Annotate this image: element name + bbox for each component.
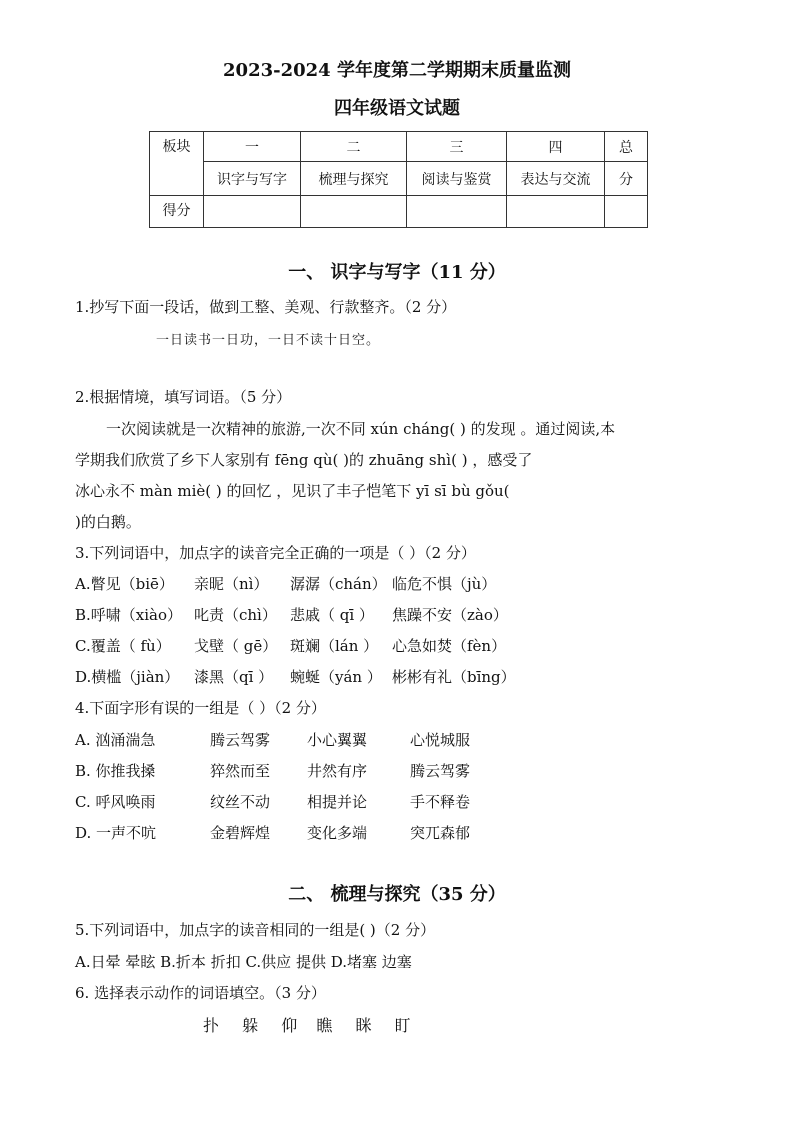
- q6-word-2: 躲: [242, 1016, 259, 1035]
- total-bottom: 分: [605, 162, 648, 196]
- score-cell-total[interactable]: [605, 196, 648, 228]
- q4-option-d-1: D. 一声不吭: [75, 824, 157, 842]
- q3-option-d-3: 蜿蜒（yán ）: [290, 668, 382, 686]
- q6-word-6: 盯: [394, 1016, 411, 1035]
- q3-option-b-2: 叱责（chì）: [194, 606, 277, 624]
- col-name-1: 识字与写字: [204, 162, 301, 196]
- col-name-3: 阅读与鉴赏: [407, 162, 507, 196]
- q2-line4: )的白鹅。: [75, 513, 141, 531]
- col-name-4: 表达与交流: [507, 162, 605, 196]
- q6-word-bank: [203, 1013, 429, 1036]
- q4-option-a-1: A. 汹涌湍急: [75, 731, 156, 749]
- q1-text: 1.抄写下面一段话，做到工整、美观、行款整齐。（2 分）: [75, 298, 457, 316]
- q4-option-d-3: 变化多端: [307, 824, 368, 842]
- q4-option-c-1: C. 呼风唤雨: [75, 793, 156, 811]
- q6-word-5: 眯: [355, 1016, 372, 1035]
- exam-subtitle: 四年级语文试题: [334, 98, 460, 119]
- score-cell-3[interactable]: [407, 196, 507, 228]
- score-table: [149, 131, 648, 228]
- col-num-3: 三: [407, 132, 507, 162]
- row-label-score: 得分: [150, 196, 204, 228]
- row-label-section: 板块: [150, 132, 204, 196]
- q3-option-a-1: A.瞥见（biē）: [75, 575, 174, 593]
- col-num-4: 四: [507, 132, 605, 162]
- q4-option-d-2: 金碧辉煌: [210, 824, 271, 842]
- q6-word-4: 瞧: [316, 1016, 333, 1035]
- q3-option-c-3: 斑斓（lán ）: [290, 637, 379, 655]
- q6-text: 6. 选择表示动作的词语填空。（3 分）: [75, 984, 326, 1002]
- col-num-1: 一: [204, 132, 301, 162]
- score-cell-4[interactable]: [507, 196, 605, 228]
- exam-title: 2023-2024 学年度第二学期期末质量监测: [223, 60, 571, 81]
- q6-word-3: 仰: [281, 1016, 298, 1035]
- q2-line2: 学期我们欣赏了乡下人家别有 fēng qù( )的 zhuāng shì( ) ，感受了: [75, 451, 533, 469]
- q4-option-d-4: 突兀森郁: [410, 824, 471, 842]
- q4-option-a-4: 心悦城服: [410, 731, 471, 749]
- total-top: 总: [605, 132, 648, 162]
- q4-option-c-3: 相提并论: [307, 793, 368, 811]
- q4-option-b-4: 腾云驾雾: [410, 762, 471, 780]
- q3-option-c-2: 戈壁（ gē）: [194, 637, 278, 655]
- q4-option-a-2: 腾云驾雾: [210, 731, 271, 749]
- q4-option-b-3: 井然有序: [307, 762, 368, 780]
- q3-option-d-4: 彬彬有礼（bīng）: [392, 668, 516, 686]
- q3-option-b-1: B.呼啸（xiào）: [75, 606, 183, 624]
- q3-option-d-1: D.横槛（jiàn）: [75, 668, 180, 686]
- q4-option-b-2: 猝然而至: [210, 762, 271, 780]
- q3-option-c-4: 心急如焚（fèn）: [392, 637, 507, 655]
- q1-content: 一日读书一日功，一日不读十日空。: [156, 333, 381, 348]
- q3-option-a-3: 潺潺（chán）: [290, 575, 387, 593]
- q6-word-1: 扑: [203, 1016, 220, 1035]
- q3-option-a-4: 临危不惧（jù）: [392, 575, 497, 593]
- q4-option-b-1: B. 你推我搡: [75, 762, 156, 780]
- q4-text: 4.下面字形有误的一组是（ ）（2 分）: [75, 699, 326, 717]
- q3-option-b-3: 悲戚（ qī ）: [290, 606, 374, 624]
- q3-option-a-2: 亲昵（nì）: [194, 575, 269, 593]
- q3-option-c-1: C.覆盖（ fù）: [75, 637, 171, 655]
- q2-text: 2.根据情境，填写词语。（5 分）: [75, 388, 292, 406]
- q3-text: 3.下列词语中，加点字的读音完全正确的一项是（ ）（2 分）: [75, 544, 476, 562]
- q4-option-c-4: 手不释卷: [410, 793, 471, 811]
- q4-option-a-3: 小心翼翼: [307, 731, 368, 749]
- q2-line3: 冰心永不 màn miè( ) 的回忆 ，见识了丰子恺笔下 yī sī bù gǒu(: [75, 482, 510, 500]
- col-num-2: 二: [301, 132, 407, 162]
- q3-option-b-4: 焦躁不安（zào）: [392, 606, 508, 624]
- score-cell-1[interactable]: [204, 196, 301, 228]
- section2-title: 二、 梳理与探究（35 分）: [288, 884, 506, 905]
- col-name-2: 梳理与探究: [301, 162, 407, 196]
- section1-title: 一、 识字与写字（11 分）: [288, 262, 506, 283]
- q3-option-d-2: 漆黑（qī ）: [194, 668, 274, 686]
- q5-options: A.日晕 晕眩 B.折本 折扣 C.供应 提供 D.堵塞 边塞: [75, 953, 412, 971]
- q2-line1: 一次阅读就是一次精神的旅游,一次不同 xún cháng( ) 的发现 。通过阅读,本: [106, 420, 616, 438]
- score-cell-2[interactable]: [301, 196, 407, 228]
- q4-option-c-2: 纹丝不动: [210, 793, 271, 811]
- q5-text: 5.下列词语中，加点字的读音相同的一组是( )（2 分）: [75, 921, 436, 939]
